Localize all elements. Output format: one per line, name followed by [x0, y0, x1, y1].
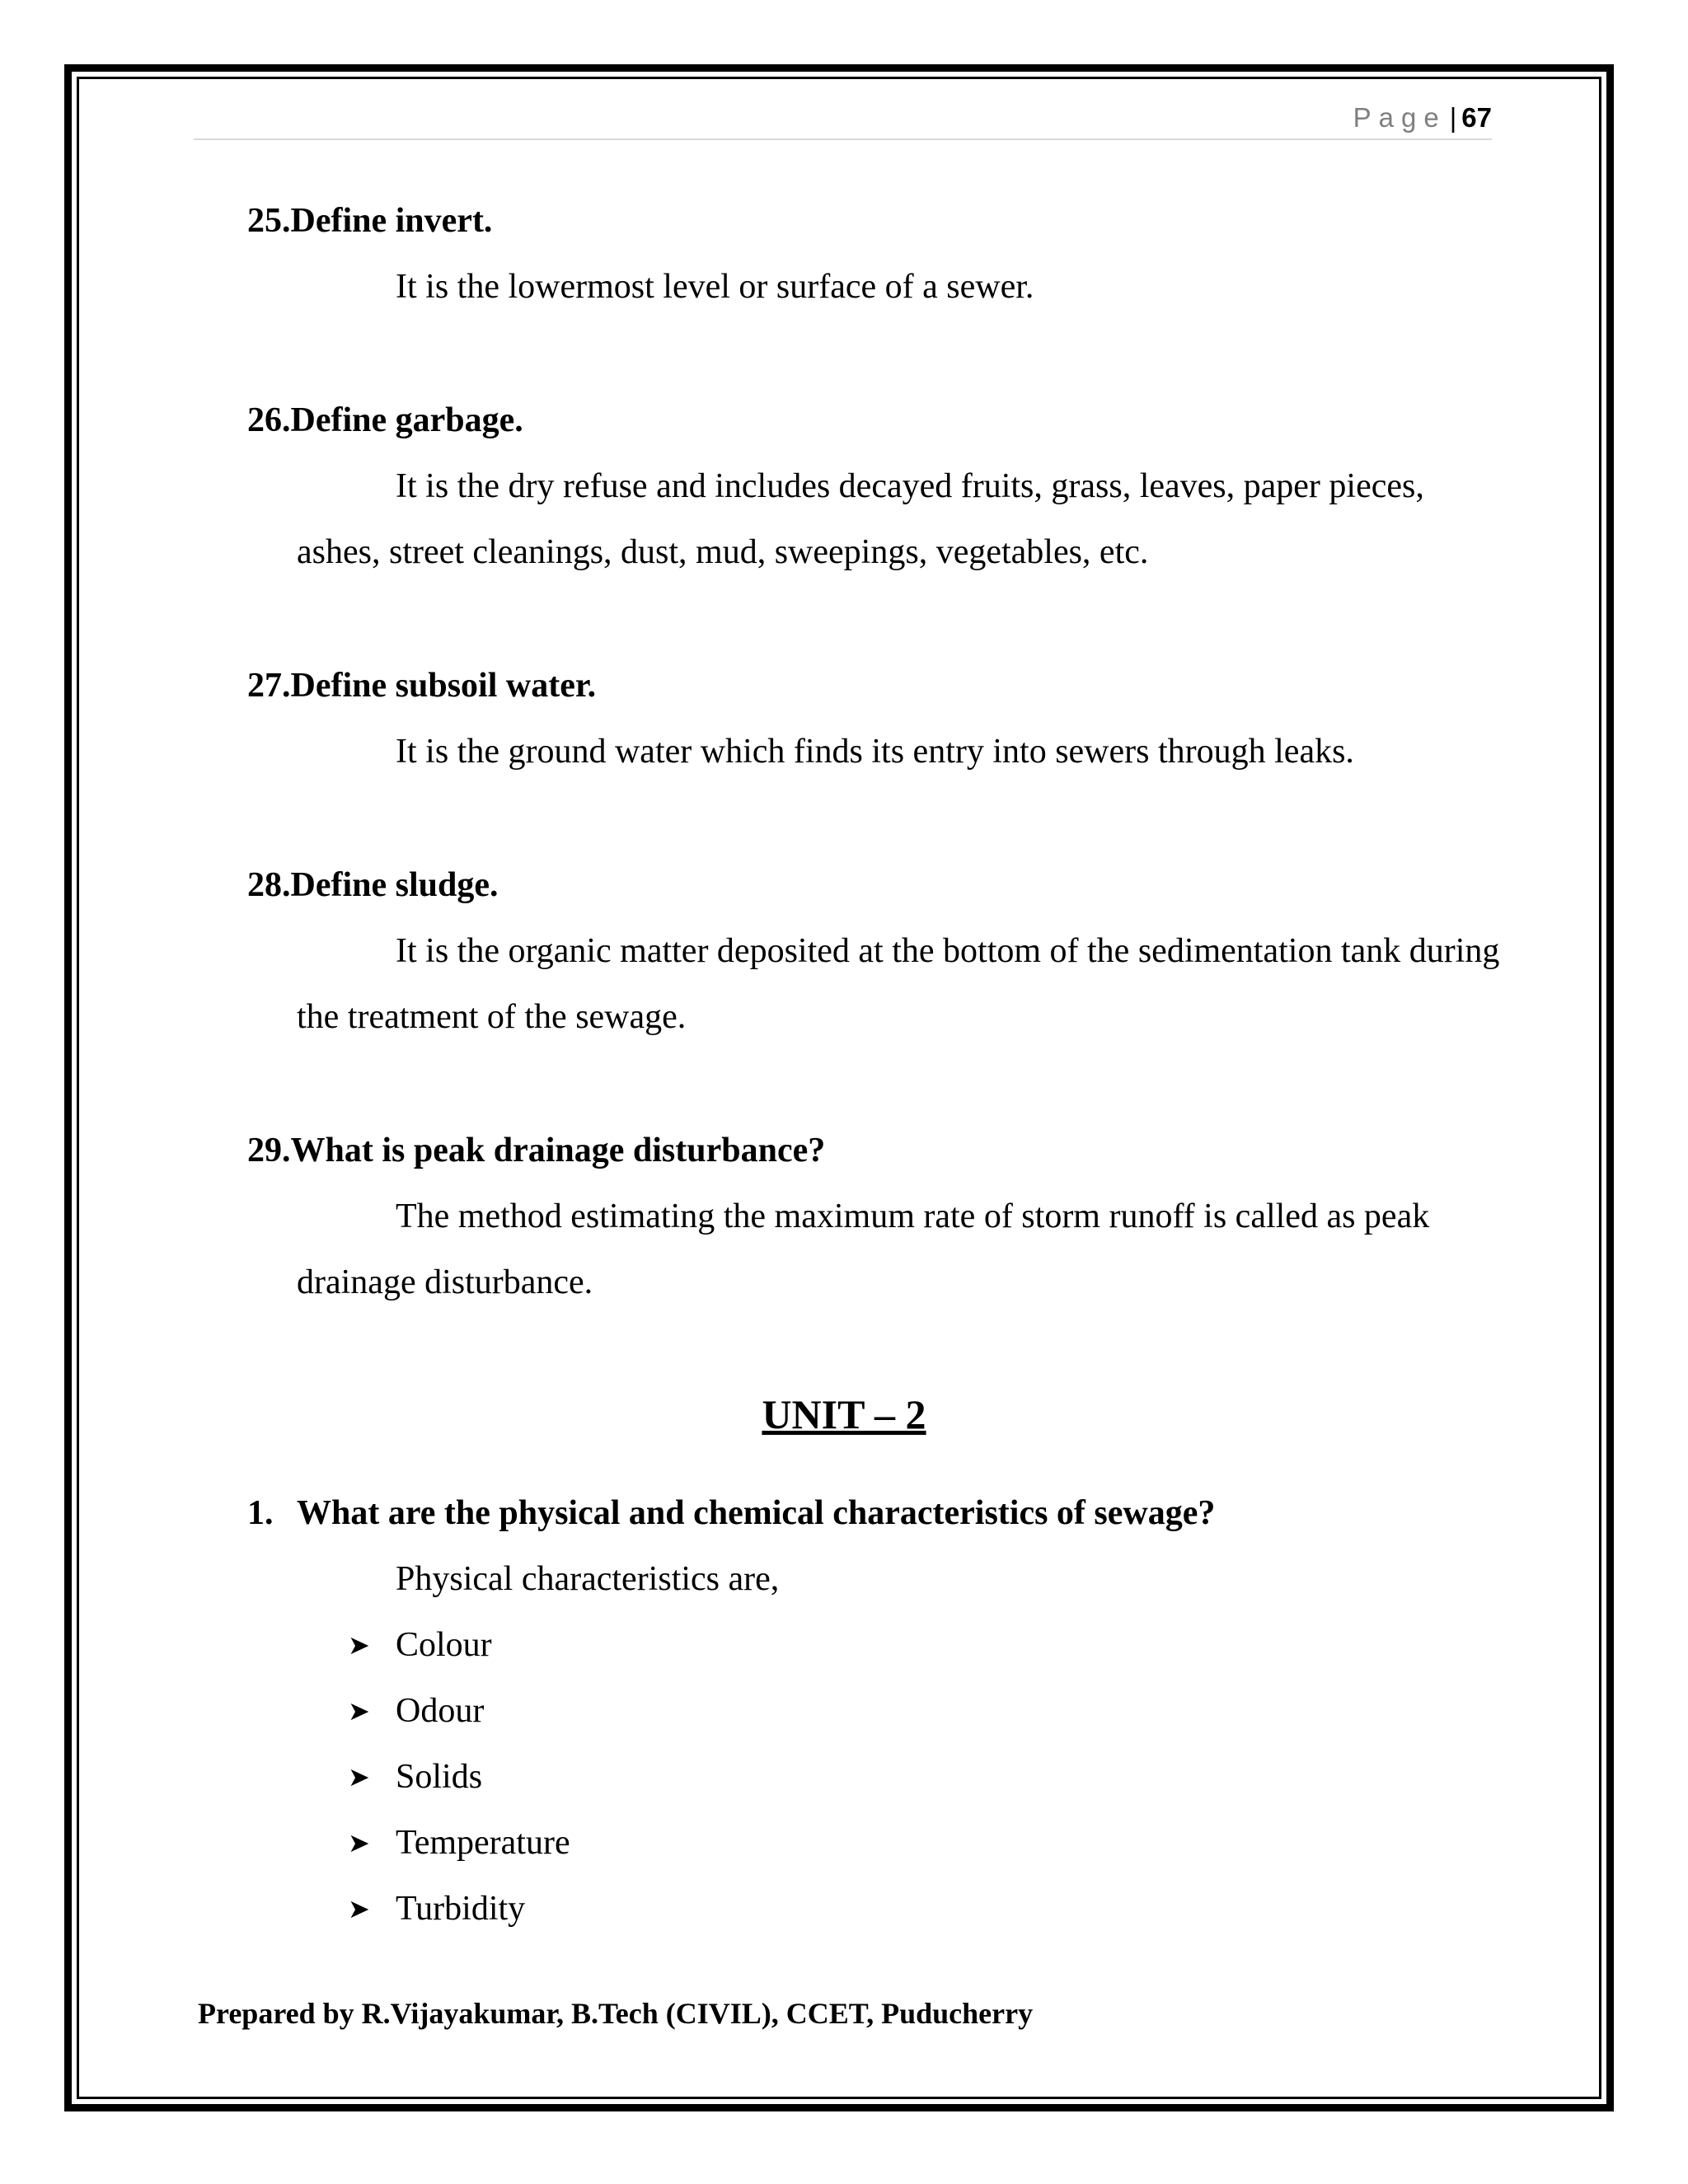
- question-heading: 28.Define sludge.: [247, 866, 499, 904]
- arrow-bullet-icon: ➤: [348, 1695, 370, 1727]
- page-separator: |: [1449, 102, 1457, 133]
- question-heading: 25.Define invert.: [247, 202, 493, 240]
- answer-text: It is the ground water which finds its entry into sewers through leaks.: [396, 733, 1354, 771]
- page-header: [194, 97, 1492, 140]
- unit-question-heading: [247, 1480, 1500, 1546]
- answer-text: It is the organic matter deposited at the bottom of the sedimentation tank during the treatment of the sewage.: [297, 932, 1500, 1036]
- answer-text: It is the lowermost level or surface of a sewer.: [396, 268, 1034, 306]
- question-heading: 29.What is peak drainage disturbance?: [247, 1132, 826, 1169]
- page-label: Page: [1353, 102, 1447, 133]
- list-item: ➤ Temperature: [348, 1810, 1500, 1876]
- question-heading: 27.Define subsoil water.: [247, 667, 597, 705]
- unit-question-text: What are the physical and chemical characteristics of sewage?: [297, 1494, 1216, 1532]
- page-footer: Prepared by R.Vijayakumar, B.Tech (CIVIL), CCET, Puducherry: [198, 1997, 1034, 2030]
- qa-item-29: [247, 1118, 1500, 1315]
- list-item: ➤ Odour: [348, 1678, 1500, 1744]
- unit-title: UNIT – 2: [762, 1391, 926, 1437]
- list-item: ➤ Turbidity: [348, 1876, 1500, 1942]
- characteristics-list: [247, 1612, 1500, 1942]
- qa-item-28: [247, 852, 1500, 1050]
- list-item: ➤ Solids: [348, 1744, 1500, 1810]
- qa-item-25: [247, 188, 1500, 320]
- qa-item-27: [247, 653, 1500, 785]
- page-number: 67: [1461, 102, 1492, 133]
- qa-item-26: [247, 387, 1500, 585]
- list-item: ➤ Colour: [348, 1612, 1500, 1678]
- arrow-bullet-icon: ➤: [348, 1827, 370, 1858]
- arrow-bullet-icon: ➤: [348, 1629, 370, 1661]
- answer-text: It is the dry refuse and includes decayed fruits, grass, leaves, paper pieces, ashes, street cleanings, dust, mud, sweepings, vegetables, etc.: [297, 467, 1424, 571]
- answer-text: The method estimating the maximum rate of storm runoff is called as peak drainage disturbance.: [297, 1197, 1430, 1301]
- unit-question-number: 1.: [247, 1494, 274, 1532]
- arrow-bullet-icon: ➤: [348, 1893, 370, 1924]
- page-content: [247, 188, 1500, 1942]
- arrow-bullet-icon: ➤: [348, 1761, 370, 1793]
- question-heading: 26.Define garbage.: [247, 401, 523, 439]
- unit-intro-text: Physical characteristics are,: [396, 1560, 780, 1598]
